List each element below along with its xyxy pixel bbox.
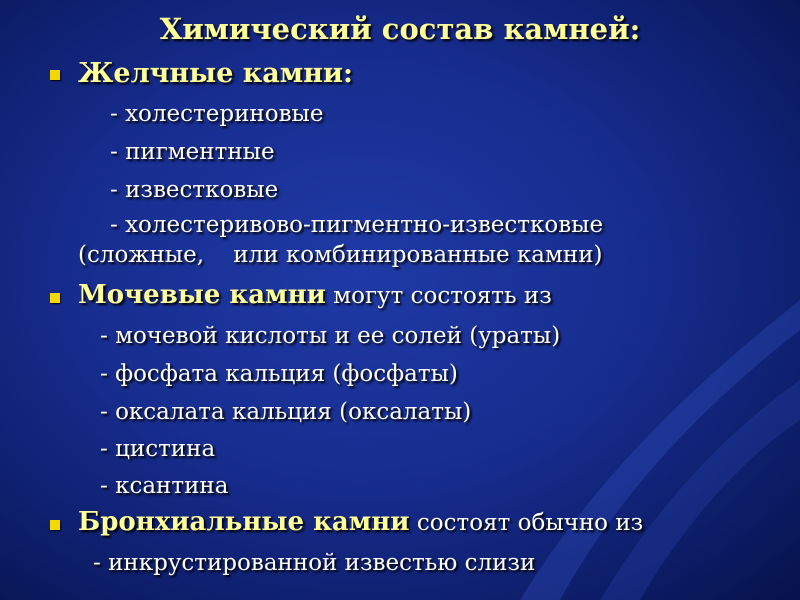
list-item: - мочевой кислоты и ее солей (ураты) <box>100 323 561 349</box>
list-item: - пигментные <box>110 139 275 165</box>
section-heading-gallstones: Желчные камни: <box>78 58 354 89</box>
section-heading-bronchial-stones <box>78 507 643 537</box>
list-item: - инкрустированной известью слизи <box>93 550 536 576</box>
section-heading-highlight: Бронхиальные камни <box>78 507 410 537</box>
section-heading-tail: состоят обычно из <box>409 510 644 536</box>
list-item: - оксалата кальция (оксалаты) <box>100 399 472 425</box>
bullet-icon <box>50 293 60 303</box>
bullet-icon <box>50 520 60 530</box>
section-heading-urinary-stones <box>78 280 552 310</box>
list-item-continuation: (сложные, или комбинированные камни) <box>78 242 603 268</box>
list-item: - холестериновые <box>110 101 324 127</box>
section-heading-highlight: Мочевые камни <box>78 280 326 310</box>
slide-title: Химический состав камней: <box>159 12 641 46</box>
list-item: - ксантина <box>100 473 229 499</box>
list-item: - цистина <box>100 436 216 462</box>
bullet-icon <box>50 70 60 80</box>
list-item: - известковые <box>110 177 279 203</box>
section-heading-tail: могут состоять из <box>325 283 552 309</box>
list-item: - фосфата кальция (фосфаты) <box>100 361 458 387</box>
list-item: - холестеривово-пигментно-известковые <box>110 212 604 238</box>
